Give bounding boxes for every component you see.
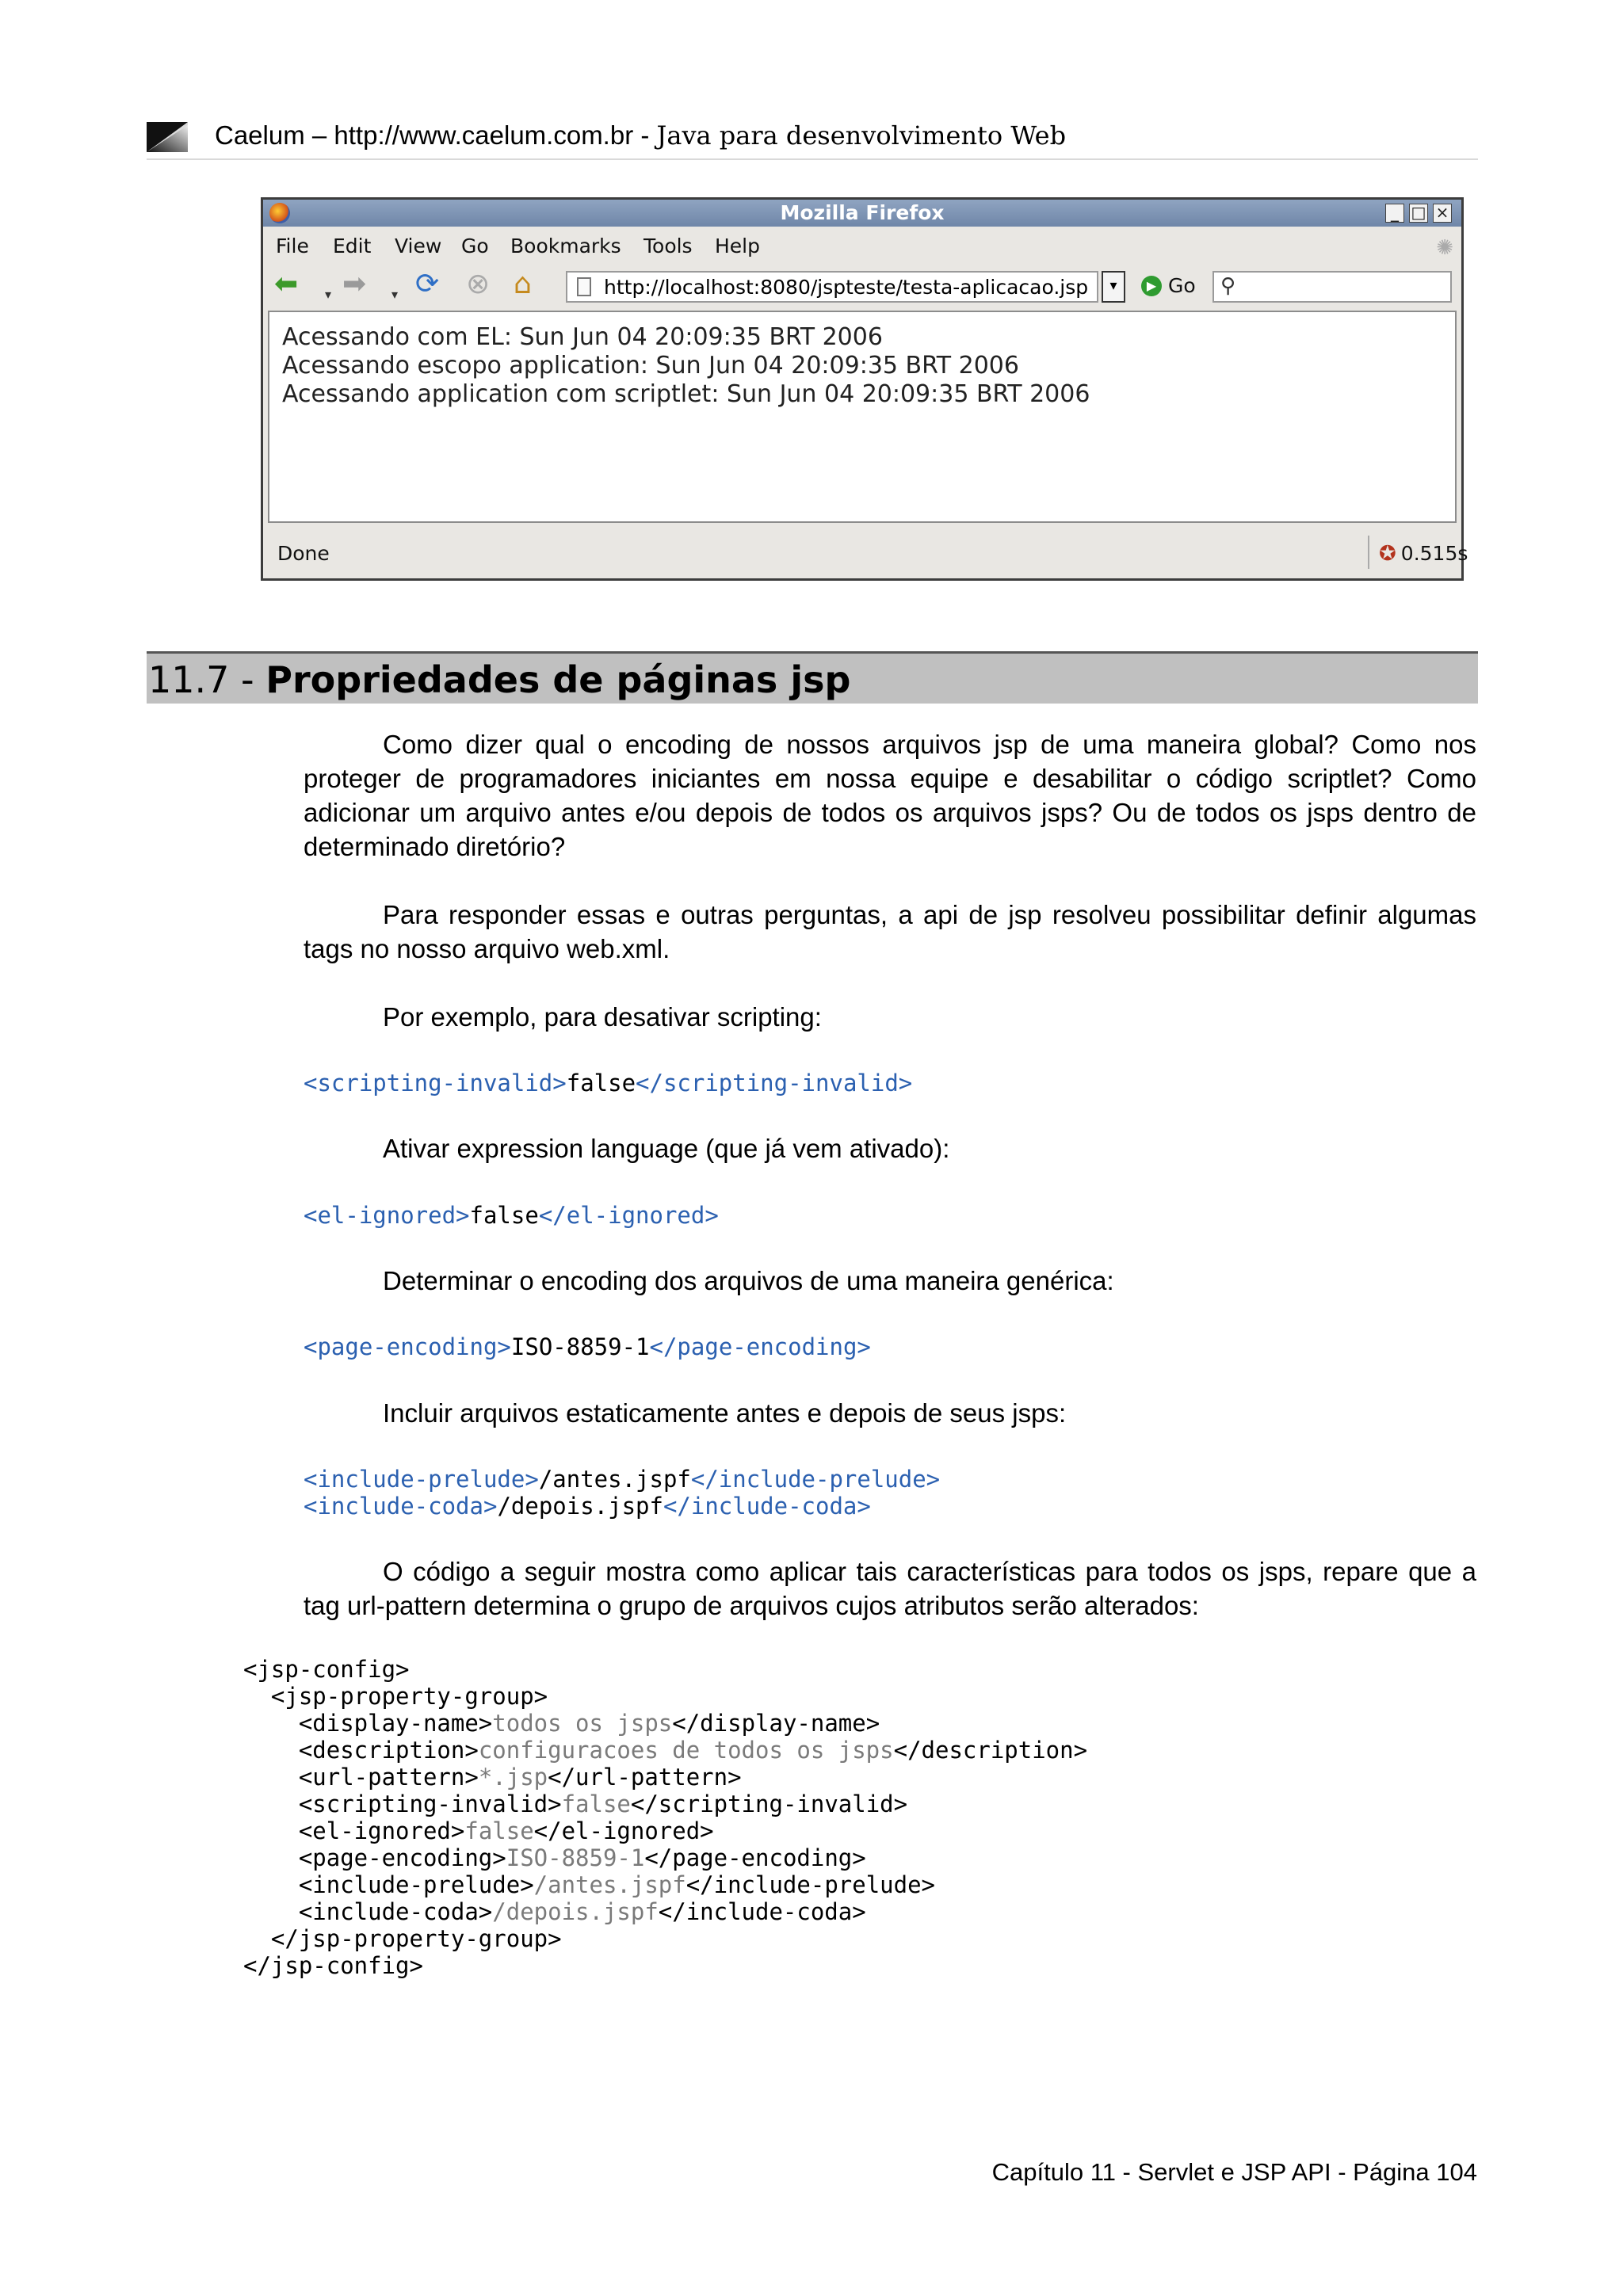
paragraph: Ativar expression language (que já vem ativado): (383, 1134, 950, 1163)
browser-statusbar (263, 528, 1468, 578)
url-text: http://localhost:8080/jspteste/testa-aplicacao.jsp (604, 276, 1089, 299)
status-text: Done (277, 542, 330, 565)
code-value: /antes.jspf (538, 1466, 691, 1493)
code-tag: <page-encoding> (243, 1844, 506, 1871)
section-number: 11.7 - (148, 658, 266, 701)
go-label[interactable]: Go (1168, 274, 1196, 297)
url-bar[interactable] (566, 271, 1098, 303)
search-input[interactable] (1212, 271, 1452, 303)
url-dropdown-icon[interactable]: ▾ (1102, 271, 1125, 303)
throbber-icon: ✺ (1436, 236, 1453, 260)
code-line (243, 1817, 1087, 1844)
code-tag: </page-encoding> (644, 1844, 866, 1871)
section-title-line (148, 658, 850, 701)
code-value: false (561, 1791, 631, 1817)
reload-icon[interactable]: ⟳ (415, 268, 440, 300)
code-line (243, 1925, 1087, 1952)
page-icon (577, 277, 591, 296)
close-icon[interactable]: × (1433, 204, 1452, 223)
browser-content (268, 311, 1457, 523)
stop-icon[interactable]: ⊗ (466, 268, 491, 300)
content-line: Acessando application com scriptlet: Sun Jun 04 20:09:35 BRT 2006 (282, 380, 1090, 408)
code-line (243, 1710, 1087, 1737)
header-text (215, 119, 1066, 152)
code-tag: <include-coda> (304, 1493, 498, 1520)
menu-bookmarks[interactable]: Bookmarks (510, 235, 621, 257)
code-tag: <el-ignored> (243, 1817, 465, 1844)
paragraph: Determinar o encoding dos arquivos de uma maneira genérica: (383, 1266, 1114, 1295)
code-line (243, 1952, 1087, 1979)
browser-window (261, 197, 1468, 581)
menu-file[interactable]: File (276, 235, 309, 257)
code-page-encoding (304, 1333, 871, 1360)
forward-dropdown-icon[interactable]: ▾ (391, 287, 399, 302)
content-line: Acessando escopo application: Sun Jun 04 20:09:35 BRT 2006 (282, 352, 1019, 379)
code-include-coda (304, 1493, 871, 1520)
back-dropdown-icon[interactable]: ▾ (325, 287, 332, 302)
section-title: Propriedades de páginas jsp (265, 658, 851, 701)
browser-title: Mozilla Firefox (780, 201, 945, 224)
code-el-ignored (304, 1202, 719, 1229)
code-line (243, 1898, 1087, 1925)
load-time-text: 0.515s (1400, 542, 1468, 565)
code-value: configuracoes de todos os jsps (478, 1737, 894, 1764)
caelum-logo-icon (147, 122, 188, 152)
code-line (243, 1844, 1087, 1871)
code-include-prelude (304, 1466, 940, 1493)
code-tag: </page-encoding> (649, 1333, 871, 1360)
section-heading (147, 651, 1478, 704)
menu-help[interactable]: Help (715, 235, 760, 257)
forward-icon[interactable]: ➡ (342, 268, 367, 300)
header-subtitle: Java para desenvolvimento Web (656, 120, 1067, 151)
browser-titlebar (263, 200, 1461, 227)
paragraph: Como dizer qual o encoding de nossos arquivos jsp de uma maneira global? Como nos proteger de programadores iniciantes em nossa equipe e desabilitar o código scriptlet? Como adicionar um arquivo antes e/ou depois de todos os arquivos jsps? Ou de todos os jsps dentro de determinado diretório? (304, 730, 1476, 861)
code-line (243, 1683, 1087, 1710)
code-line (243, 1737, 1087, 1764)
code-tag: <description> (243, 1737, 479, 1764)
code-tag: <include-prelude> (304, 1466, 539, 1493)
code-value: /depois.jspf (497, 1493, 663, 1520)
code-tag: <include-coda> (243, 1898, 493, 1925)
code-tag: </el-ignored> (538, 1202, 719, 1229)
back-icon[interactable]: ⬅ (274, 268, 299, 300)
paragraph: Incluir arquivos estaticamente antes e depois de seus jsps: (383, 1398, 1067, 1428)
code-value: ISO-8859-1 (506, 1844, 645, 1871)
page-footer: Capítulo 11 - Servlet e JSP API - Página 104 (991, 2158, 1477, 2186)
code-tag: </include-prelude> (690, 1466, 941, 1493)
code-tag: <el-ignored> (304, 1202, 470, 1229)
code-tag: <scripting-invalid> (243, 1791, 562, 1817)
code-tag: <url-pattern> (243, 1764, 479, 1791)
code-value: false (566, 1070, 636, 1097)
paragraph: Para responder essas e outras perguntas, a api de jsp resolveu possibilitar definir algumas tags no nosso arquivo web.xml. (304, 900, 1476, 963)
content-line: Acessando com EL: Sun Jun 04 20:09:35 BRT 2006 (282, 323, 883, 351)
code-tag: </display-name> (672, 1710, 880, 1737)
code-value: false (469, 1202, 539, 1229)
code-tag: </description> (893, 1737, 1088, 1764)
browser-navbar (263, 263, 1461, 306)
code-tag: <include-prelude> (243, 1871, 534, 1898)
code-line (243, 1764, 1087, 1791)
code-listing (243, 1656, 1087, 1979)
search-icon: ⚲ (1220, 274, 1236, 298)
page-header (147, 119, 1478, 160)
maximize-icon[interactable]: □ (1409, 204, 1428, 223)
code-tag: <jsp-property-group> (243, 1683, 548, 1710)
code-tag: </scripting-invalid> (630, 1791, 908, 1817)
browser-menubar (263, 227, 1461, 260)
code-tag: </url-pattern> (548, 1764, 742, 1791)
status-plugin-icon: ✪ (1379, 542, 1396, 566)
code-tag: </include-coda> (663, 1493, 871, 1520)
code-line (243, 1656, 1087, 1683)
code-line (243, 1871, 1087, 1898)
code-tag: </jsp-config> (243, 1952, 423, 1979)
menu-view[interactable]: View (395, 235, 442, 257)
code-line (243, 1791, 1087, 1817)
menu-go[interactable]: Go (461, 235, 489, 257)
menu-tools[interactable]: Tools (643, 235, 693, 257)
go-icon[interactable]: ▶ (1141, 276, 1162, 296)
code-tag: <jsp-config> (243, 1656, 410, 1683)
code-scripting-invalid (304, 1070, 912, 1097)
code-value: /depois.jspf (492, 1898, 659, 1925)
code-value: todos os jsps (492, 1710, 673, 1737)
status-divider (1368, 536, 1369, 569)
code-value: *.jsp (478, 1764, 548, 1791)
code-value: false (464, 1817, 534, 1844)
code-tag: </include-coda> (658, 1898, 866, 1925)
code-tag: </scripting-invalid> (636, 1070, 913, 1097)
code-tag: </jsp-property-group> (243, 1925, 562, 1952)
minimize-icon[interactable]: _ (1385, 204, 1404, 223)
paragraph: Por exemplo, para desativar scripting: (383, 1002, 822, 1032)
home-icon[interactable]: ⌂ (514, 268, 532, 300)
code-tag: </include-prelude> (685, 1871, 935, 1898)
code-value: ISO-8859-1 (510, 1333, 650, 1360)
menu-edit[interactable]: Edit (333, 235, 372, 257)
code-value: /antes.jspf (533, 1871, 686, 1898)
code-tag: <scripting-invalid> (304, 1070, 567, 1097)
code-tag: </el-ignored> (533, 1817, 714, 1844)
load-time (1379, 542, 1468, 566)
paragraph: O código a seguir mostra como aplicar tais características para todos os jsps, repare que a tag url-pattern determina o grupo de arquivos cujos atributos serão alterados: (304, 1557, 1476, 1620)
code-tag: <page-encoding> (304, 1333, 511, 1360)
header-brand: Caelum – http://www.caelum.com.br - (215, 120, 657, 150)
code-tag: <display-name> (243, 1710, 493, 1737)
